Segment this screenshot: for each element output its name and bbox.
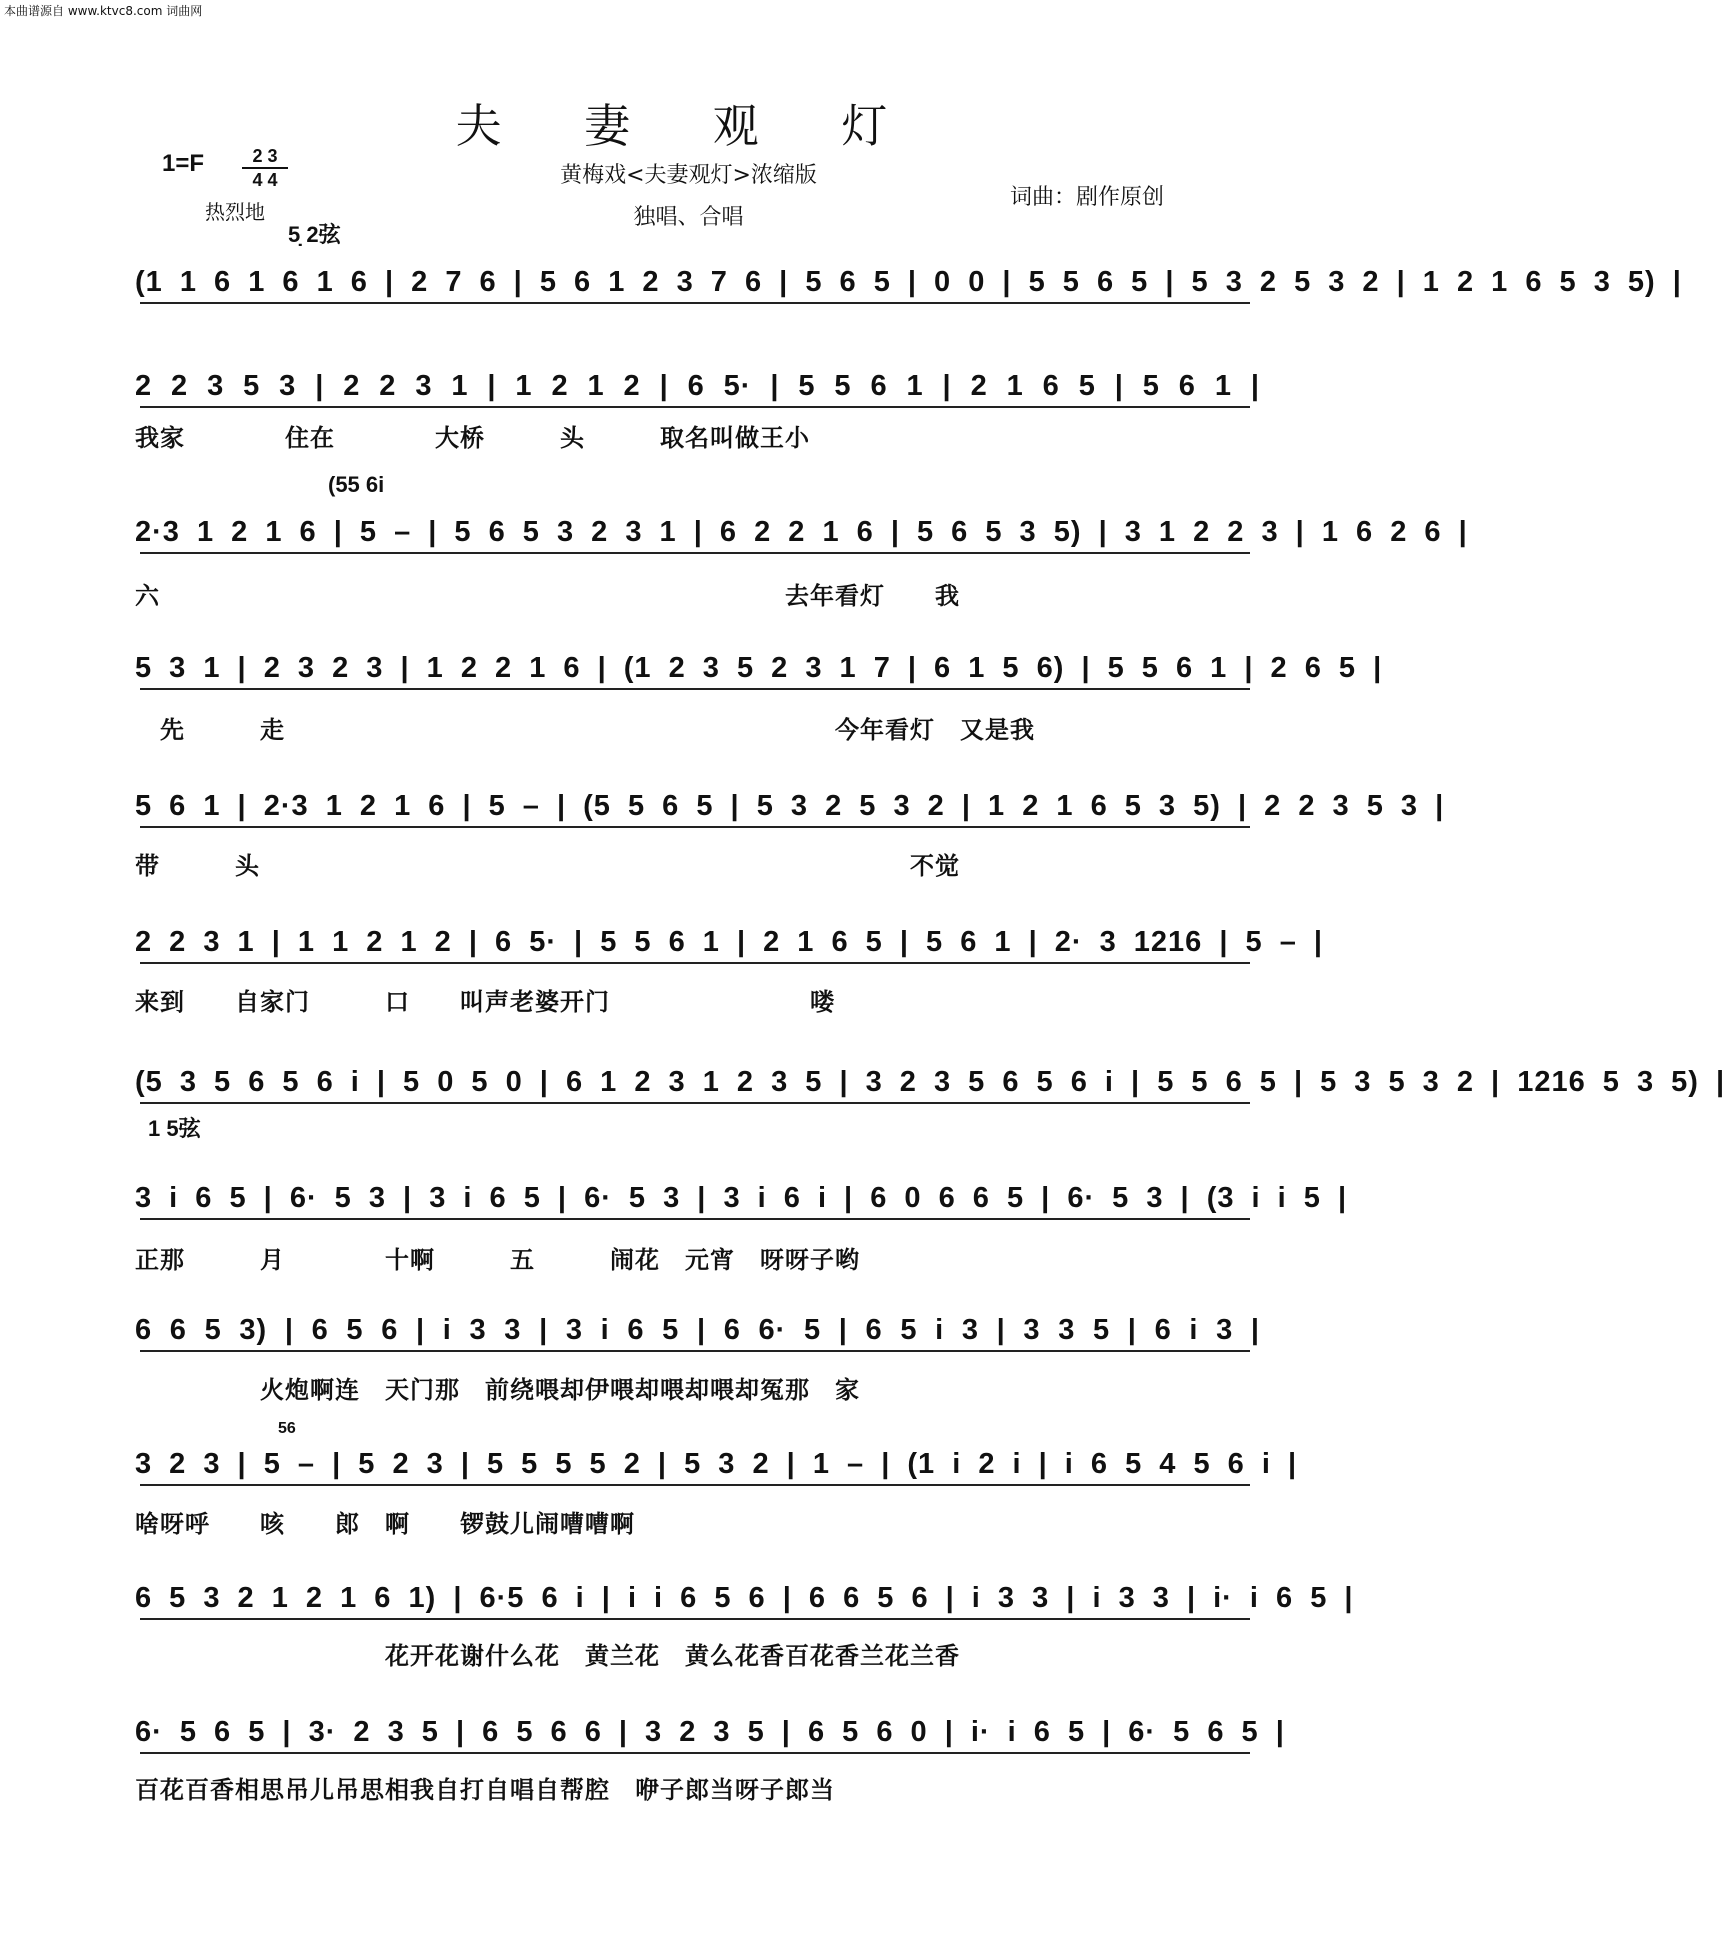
- staff-1: [135, 266, 1682, 299]
- staff-8: [135, 1182, 1348, 1215]
- notation-line: 2 2 3 5 3 | 2 2 3 1 | 1 2 1 2 | 6 5· | 5 5 6 1 | 2 1 6 5 | 5 6 1 |: [135, 370, 1260, 402]
- staff-2: [135, 370, 1260, 403]
- notation-line: 5 6 1 | 2·3 1 2 1 6 | 5 – | (5 5 6 5 | 5 3 2 5 3 2 | 1 2 1 6 5 3 5) | 2 2 3 5 3 |: [135, 790, 1445, 822]
- subtitle: 黄梅戏<夫妻观灯>浓缩版: [560, 163, 817, 188]
- staff-6: [135, 926, 1324, 959]
- notation-line: 3 2 3 | 5 – | 5 2 3 | 5 5 5 5 2 | 5 3 2 | 1 – | (1 i 2 i | i 6 5 4 5 6 i |: [135, 1448, 1298, 1480]
- grace-mark: 56: [278, 1420, 296, 1437]
- notation-line: 6 5 3 2 1 2 1 6 1) | 6·5 6 i | i i 6 5 6 | 6 6 5 6 | i 3 3 | i 3 3 | i· i 6 5 |: [135, 1582, 1354, 1614]
- staff-4: [135, 652, 1383, 685]
- beam-line: [140, 1752, 1250, 1754]
- beam-line: [140, 406, 1250, 408]
- beam-line: [140, 826, 1250, 828]
- strings-mark-2: 1 5弦: [148, 1116, 201, 1141]
- beam-line: [140, 1350, 1250, 1352]
- lyric-line: 啥呀呼 咳 郎 啊 锣鼓儿闹嘈嘈啊: [135, 1509, 635, 1538]
- beam-line: [140, 1484, 1250, 1486]
- lyric-line: 来到 自家门 口 叫声老婆开门 喽: [135, 987, 835, 1016]
- staff-3: [135, 516, 1468, 549]
- staff-5: [135, 790, 1445, 823]
- staff-11: [135, 1582, 1354, 1615]
- lyric-line: 带 头 不觉: [135, 851, 960, 880]
- lyric-line: 我家 住在 大桥 头 取名叫做王小: [135, 423, 810, 452]
- notation-line: (1 1 6 1 6 1 6 | 2 7 6 | 5 6 1 2 3 7 6 | 5 6 5 | 0 0 | 5 5 6 5 | 5 3 2 5 3 2 | 1 2 1 6 5 3 5) |: [135, 266, 1682, 298]
- lyric-line: 花开花谢什么花 黄兰花 黄么花香百花香兰花兰香: [135, 1641, 960, 1670]
- beam-line: [140, 552, 1250, 554]
- performance-note: 独唱、合唱: [633, 205, 744, 230]
- lyric-line: 先 走 今年看灯 又是我: [135, 715, 1035, 744]
- lyric-line: 六 去年看灯 我: [135, 581, 960, 610]
- beam-line: [140, 1102, 1250, 1104]
- meter-bottom: 4 4: [252, 170, 278, 190]
- beam-line: [140, 302, 1250, 304]
- notation-line: 2·3 1 2 1 6 | 5 – | 5 6 5 3 2 3 1 | 6 2 2 1 6 | 5 6 5 3 5) | 3 1 2 2 3 | 1 6 2 6 |: [135, 516, 1468, 548]
- beam-line: [140, 962, 1250, 964]
- lyric-line: 火炮啊连 天门那 前绕喂却伊喂却喂却喂却冤那 家: [135, 1375, 860, 1404]
- staff-9: [135, 1314, 1260, 1347]
- notation-line: 6· 5 6 5 | 3· 2 3 5 | 6 5 6 6 | 3 2 3 5 | 6 5 6 0 | i· i 6 5 | 6· 5 6 5 |: [135, 1716, 1285, 1748]
- page-title: 夫 妻 观 灯: [455, 99, 922, 153]
- prelude-mark: (55 6i: [328, 472, 385, 497]
- source-line: 本曲谱源自 www.ktvc8.com 词曲网: [4, 4, 203, 18]
- notation-line: 2 2 3 1 | 1 1 2 1 2 | 6 5· | 5 5 6 1 | 2 1 6 5 | 5 6 1 | 2· 3 1216 | 5 – |: [135, 926, 1324, 958]
- notation-line: 3 i 6 5 | 6· 5 3 | 3 i 6 5 | 6· 5 3 | 3 i 6 i | 6 0 6 6 5 | 6· 5 3 | (3 i i 5 |: [135, 1182, 1348, 1214]
- strings-mark-1: 5̣ 2弦: [288, 222, 341, 247]
- meter-top: 2 3: [252, 146, 278, 166]
- notation-line: (5 3 5 6 5 6 i | 5 0 5 0 | 6 1 2 3 1 2 3 5 | 3 2 3 5 6 5 6 i | 5 5 6 5 | 5 3 5 3 2 | 1216 5 3 5) |: [135, 1066, 1725, 1098]
- lyric-line: 正那 月 十啊 五 闹花 元宵 呀呀子哟: [135, 1245, 860, 1274]
- staff-7: [135, 1066, 1725, 1099]
- tempo-marking: 热烈地: [205, 200, 265, 224]
- staff-10: [135, 1448, 1298, 1481]
- notation-line: 6 6 5 3) | 6 5 6 | i 3 3 | 3 i 6 5 | 6 6· 5 | 6 5 i 3 | 3 3 5 | 6 i 3 |: [135, 1314, 1260, 1346]
- key-signature: 1=F: [162, 150, 205, 177]
- staff-12: [135, 1716, 1285, 1749]
- notation-line: 5 3 1 | 2 3 2 3 | 1 2 2 1 6 | (1 2 3 5 2 3 1 7 | 6 1 5 6) | 5 5 6 1 | 2 6 5 |: [135, 652, 1383, 684]
- beam-line: [140, 1218, 1250, 1220]
- credit: 词曲：剧作原创: [1010, 185, 1165, 210]
- lyric-line: 百花百香相思吊儿吊思相我自打自唱自帮腔 咿子郎当呀子郎当: [135, 1775, 835, 1804]
- beam-line: [140, 688, 1250, 690]
- beam-line: [140, 1618, 1250, 1620]
